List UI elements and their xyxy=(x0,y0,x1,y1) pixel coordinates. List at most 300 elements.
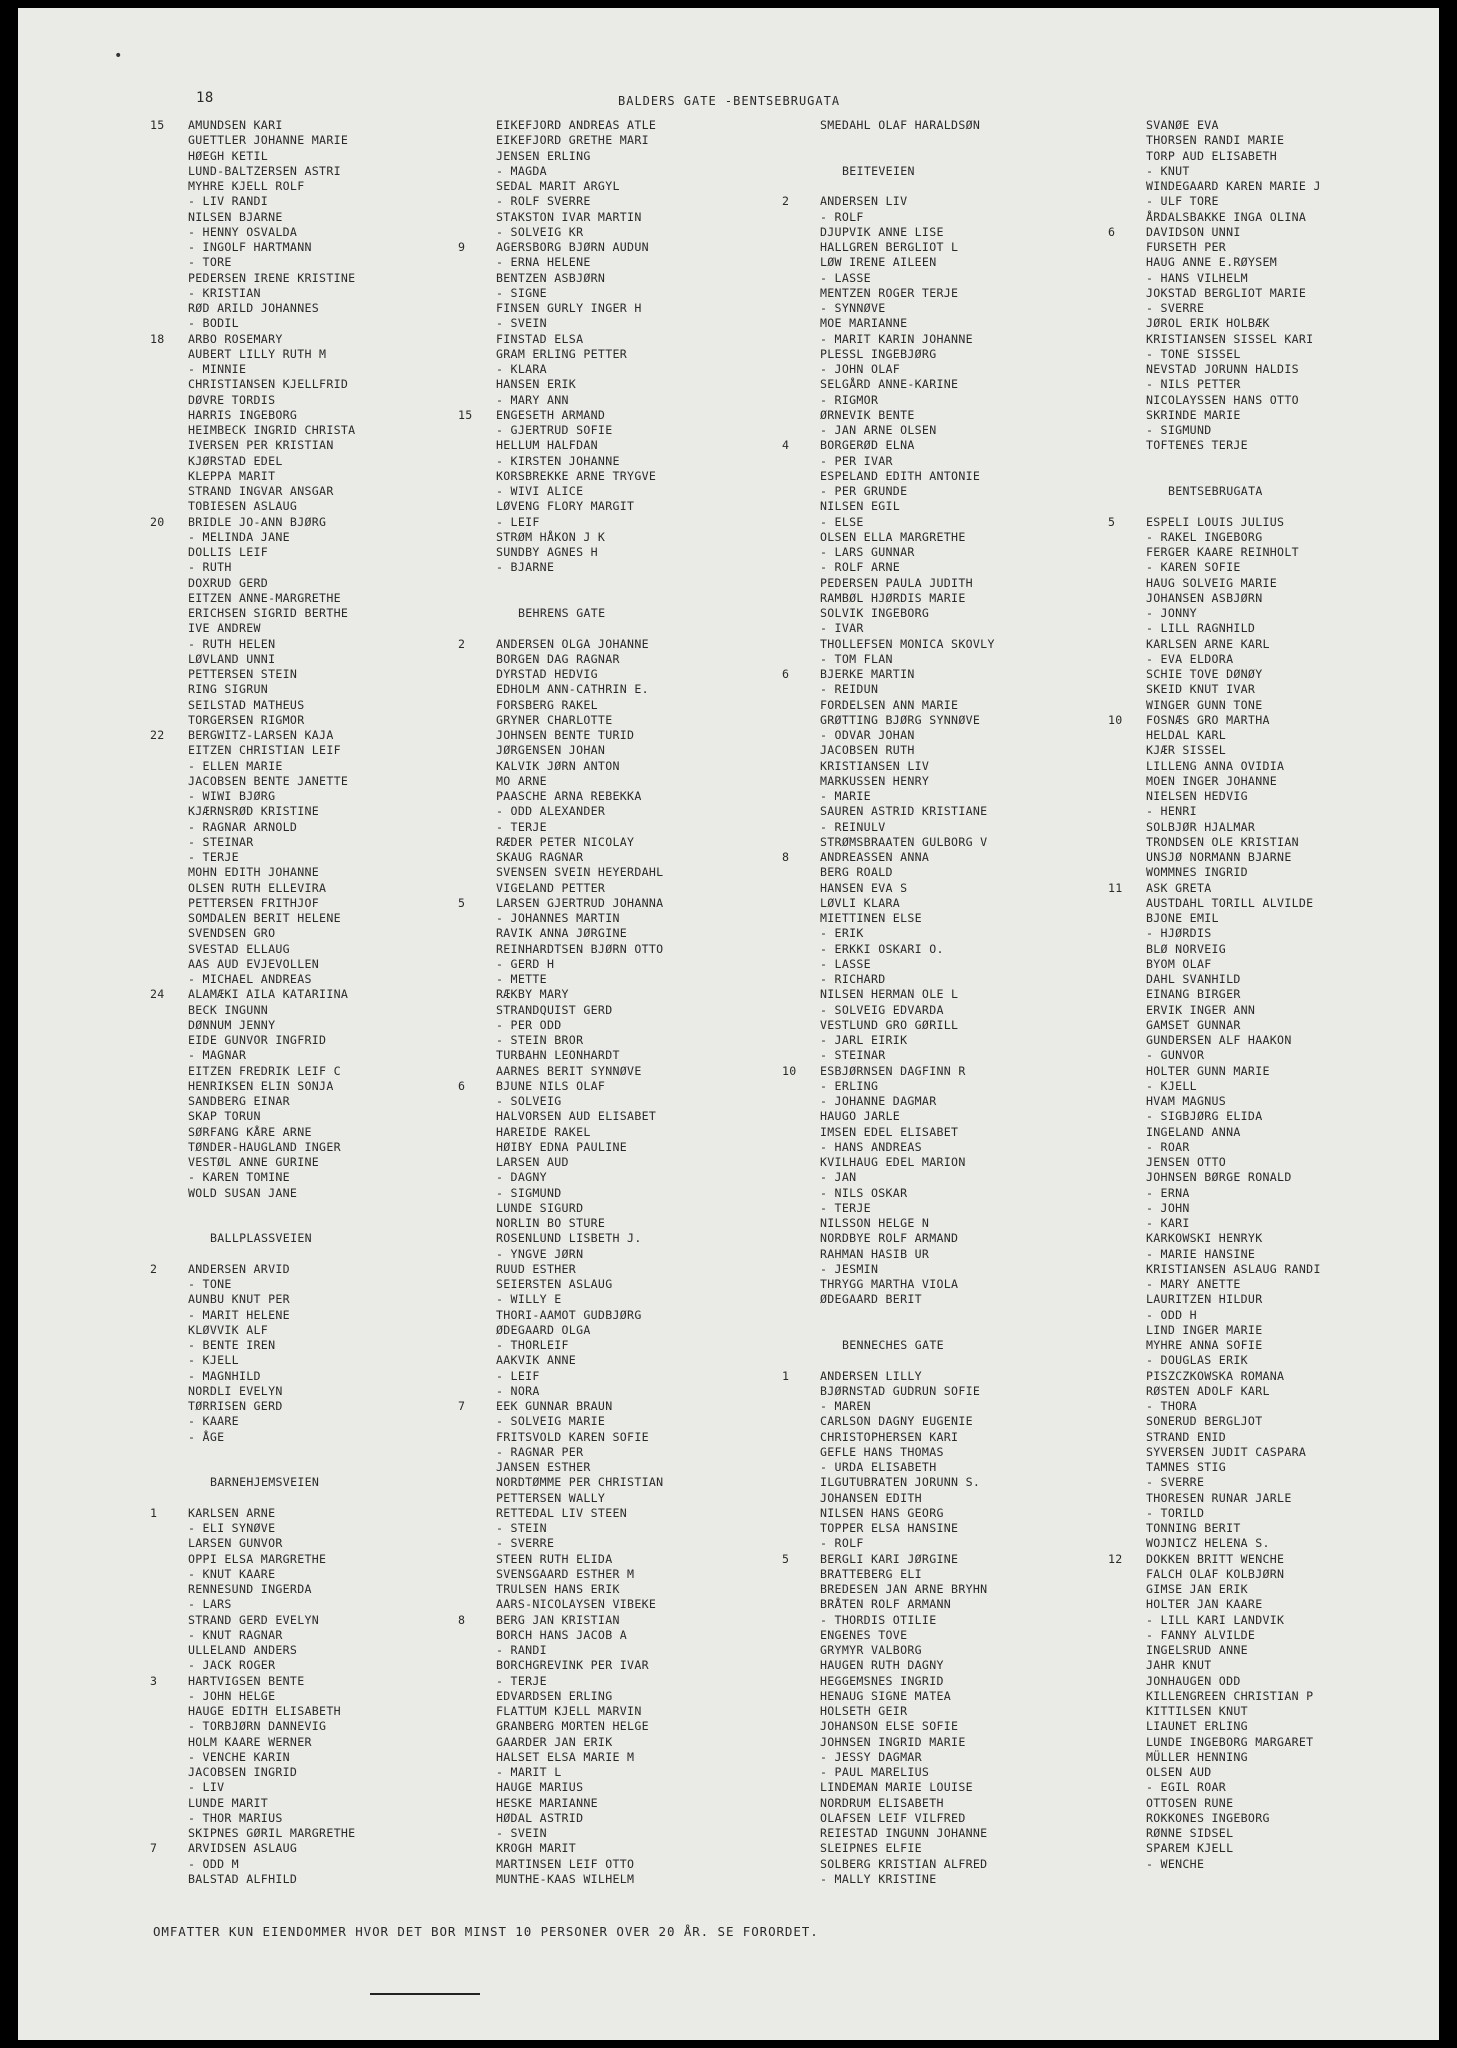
resident-entry xyxy=(782,606,1142,621)
resident-entry xyxy=(150,774,510,789)
resident-entry xyxy=(1108,1109,1439,1124)
resident-entry xyxy=(782,1292,1142,1307)
resident-name: - SVERRE xyxy=(496,1536,555,1551)
resident-entry xyxy=(782,1674,1142,1689)
resident-entry xyxy=(150,667,510,682)
resident-name: HØIBY EDNA PAULINE xyxy=(496,1139,628,1154)
resident-entry xyxy=(458,682,818,697)
resident-name: FRITSVOLD KAREN SOFIE xyxy=(496,1429,649,1444)
resident-name: IMSEN EDEL ELISABET xyxy=(820,1124,959,1139)
resident-entry xyxy=(782,881,1142,896)
resident-entry xyxy=(782,1841,1142,1856)
resident-entry xyxy=(458,1414,818,1429)
resident-name: EITZEN ANNE-MARGRETHE xyxy=(188,590,341,605)
resident-name: BORCHGREVINK PER IVAR xyxy=(496,1658,649,1673)
resident-entry xyxy=(150,972,510,987)
resident-entry xyxy=(150,530,510,545)
resident-entry xyxy=(150,881,510,896)
resident-name: - RAGNAR PER xyxy=(496,1444,584,1459)
blank-line xyxy=(1108,469,1439,484)
resident-entry xyxy=(782,698,1142,713)
resident-entry xyxy=(782,820,1142,835)
resident-entry xyxy=(1108,926,1439,941)
resident-entry xyxy=(782,1018,1142,1033)
resident-entry xyxy=(1108,1780,1439,1795)
resident-entry xyxy=(458,698,818,713)
resident-name: BLØ NORVEIG xyxy=(1146,941,1227,956)
resident-name: - RAGNAR ARNOLD xyxy=(188,819,298,834)
resident-entry xyxy=(458,545,818,560)
document-page xyxy=(18,8,1439,2040)
resident-entry xyxy=(458,1369,818,1384)
resident-entry xyxy=(458,1308,818,1323)
resident-name: KVILHAUG EDEL MARION xyxy=(820,1155,966,1169)
resident-entry xyxy=(458,347,818,362)
resident-name: OPPI ELSA MARGRETHE xyxy=(188,1551,327,1566)
resident-entry xyxy=(1108,774,1439,789)
resident-entry xyxy=(458,255,818,270)
resident-name: FORSBERG RAKEL xyxy=(496,697,598,712)
resident-entry xyxy=(150,606,510,621)
resident-entry xyxy=(150,1125,510,1140)
resident-entry xyxy=(150,316,510,331)
resident-name: LØVENG FLORY MARGIT xyxy=(496,499,635,514)
resident-entry xyxy=(1108,1567,1439,1582)
resident-name: CHRISTIANSEN KJELLFRID xyxy=(188,377,349,392)
resident-name: GAARDER JAN ERIK xyxy=(496,1734,613,1749)
resident-entry xyxy=(150,835,510,850)
resident-entry xyxy=(1108,1674,1439,1689)
resident-entry xyxy=(458,728,818,743)
resident-name: - SIGBJØRG ELIDA xyxy=(1146,1109,1263,1124)
resident-entry xyxy=(458,316,818,331)
resident-name: HAUGO JARLE xyxy=(820,1109,901,1124)
resident-name: BRATTEBERG ELI xyxy=(820,1566,922,1581)
resident-entry xyxy=(458,1689,818,1704)
resident-name: BERG JAN KRISTIAN xyxy=(496,1612,620,1627)
resident-name: HARRIS INGEBORG xyxy=(188,407,298,422)
resident-name: EDVARDSEN ERLING xyxy=(496,1688,613,1703)
resident-entry xyxy=(782,423,1142,438)
resident-name: GEFLE HANS THOMAS xyxy=(820,1444,944,1459)
resident-name: ENGESETH ARMAND xyxy=(496,407,606,422)
resident-name: ARVIDSEN ASLAUG xyxy=(188,1841,298,1856)
resident-entry xyxy=(150,301,510,316)
resident-entry xyxy=(458,1384,818,1399)
resident-name: - JOHN OLAF xyxy=(820,362,901,376)
resident-entry xyxy=(150,1765,510,1780)
resident-entry xyxy=(782,1613,1142,1628)
resident-entry xyxy=(150,896,510,911)
resident-entry xyxy=(782,1628,1142,1643)
resident-entry xyxy=(1108,316,1439,331)
resident-entry xyxy=(150,1430,510,1445)
resident-name: - HJØRDIS xyxy=(1146,926,1212,941)
resident-name: - TORILD xyxy=(1146,1505,1205,1520)
resident-name: - PER IVAR xyxy=(820,453,893,468)
house-number: 4 xyxy=(782,438,790,453)
resident-name: ERICHSEN SIGRID BERTHE xyxy=(188,606,349,620)
resident-name: - ERLING xyxy=(820,1078,879,1093)
resident-name: - BODIL xyxy=(188,316,239,331)
resident-entry xyxy=(458,1018,818,1033)
resident-name: LIND INGER MARIE xyxy=(1146,1322,1263,1337)
resident-entry xyxy=(1108,438,1439,453)
resident-name: SOLBERG KRISTIAN ALFRED xyxy=(820,1856,988,1871)
resident-entry xyxy=(1108,1125,1439,1140)
resident-name: - METTE xyxy=(496,972,547,986)
resident-entry xyxy=(1108,1857,1439,1872)
resident-entry xyxy=(782,1048,1142,1063)
resident-name: - LILL KARI LANDVIK xyxy=(1146,1612,1285,1627)
resident-name: - RICHARD xyxy=(820,972,886,986)
resident-entry xyxy=(782,1597,1142,1612)
resident-name: DJUPVIK ANNE LISE xyxy=(820,224,944,239)
resident-entry xyxy=(458,1445,818,1460)
resident-name: EITZEN CHRISTIAN LEIF xyxy=(188,743,341,758)
resident-entry xyxy=(1108,1262,1439,1277)
resident-entry xyxy=(150,1658,510,1673)
resident-entry xyxy=(782,728,1142,743)
resident-entry xyxy=(458,1125,818,1140)
resident-name: - REIDUN xyxy=(820,682,879,697)
resident-name: - THOR MARIUS xyxy=(188,1810,283,1825)
blank-line xyxy=(782,1308,1142,1323)
resident-entry xyxy=(782,1567,1142,1582)
resident-name: - REINULV xyxy=(820,819,886,834)
resident-name: SELGÅRD ANNE-KARINE xyxy=(820,377,959,392)
resident-entry xyxy=(458,1155,818,1170)
resident-entry xyxy=(782,1475,1142,1490)
resident-entry xyxy=(458,1277,818,1292)
resident-entry xyxy=(782,347,1142,362)
page-title: BALDERS GATE -BENTSEBRUGATA xyxy=(618,94,841,108)
resident-entry xyxy=(150,332,510,347)
resident-name: - MARY ANETTE xyxy=(1146,1277,1241,1291)
resident-entry xyxy=(1108,1323,1439,1338)
resident-name: ØDEGAARD OLGA xyxy=(496,1322,591,1337)
resident-name: - JAN xyxy=(820,1170,857,1185)
resident-entry xyxy=(150,1582,510,1597)
resident-name: SPAREM KJELL xyxy=(1146,1841,1234,1856)
resident-name: HOLSETH GEIR xyxy=(820,1704,908,1718)
resident-name: AARNES BERIT SYNNØVE xyxy=(496,1063,642,1078)
resident-name: NILSEN HERMAN OLE L xyxy=(820,987,959,1002)
resident-name: LUND-BALTZERSEN ASTRI xyxy=(188,163,341,178)
resident-entry xyxy=(1108,820,1439,835)
resident-name: - ELI SYNØVE xyxy=(188,1521,276,1535)
resident-entry xyxy=(150,1109,510,1124)
blank-line xyxy=(458,621,818,636)
resident-name: WOLD SUSAN JANE xyxy=(188,1185,298,1200)
resident-entry xyxy=(1108,1414,1439,1429)
resident-name: - MAREN xyxy=(820,1399,871,1413)
resident-name: - LEIF xyxy=(496,1368,540,1383)
resident-entry xyxy=(1108,652,1439,667)
resident-entry xyxy=(150,133,510,148)
resident-entry xyxy=(458,1430,818,1445)
resident-name: - FANNY ALVILDE xyxy=(1146,1627,1256,1642)
resident-entry xyxy=(458,1140,818,1155)
resident-name: - TORE xyxy=(188,255,232,270)
resident-entry xyxy=(458,1536,818,1551)
resident-entry xyxy=(782,194,1142,209)
resident-entry xyxy=(150,637,510,652)
resident-name: SKAUG RAGNAR xyxy=(496,850,584,864)
resident-name: - WILLY E xyxy=(496,1292,562,1307)
resident-name: WINGER GUNN TONE xyxy=(1146,697,1263,712)
resident-entry xyxy=(1108,393,1439,408)
resident-name: PEDERSEN IRENE KRISTINE xyxy=(188,270,356,285)
resident-entry xyxy=(782,1552,1142,1567)
resident-name: GUETTLER JOHANNE MARIE xyxy=(188,133,349,148)
resident-name: - KRISTIAN xyxy=(188,285,261,300)
resident-entry xyxy=(458,911,818,926)
resident-name: ROSENLUND LISBETH J. xyxy=(496,1231,642,1246)
resident-entry xyxy=(1108,164,1439,179)
resident-entry xyxy=(150,499,510,514)
resident-name: HOLM KAARE WERNER xyxy=(188,1734,312,1749)
resident-entry xyxy=(782,1262,1142,1277)
house-number: 7 xyxy=(150,1841,158,1856)
house-number: 10 xyxy=(782,1063,797,1078)
house-number: 6 xyxy=(458,1078,466,1093)
resident-name: FLATTUM KJELL MARVIN xyxy=(496,1704,642,1718)
resident-entry xyxy=(458,1613,818,1628)
resident-entry xyxy=(782,942,1142,957)
resident-entry xyxy=(458,1262,818,1277)
resident-entry xyxy=(458,804,818,819)
resident-name: EIDE GUNVOR INGFRID xyxy=(188,1033,327,1047)
resident-name: - MAGNHILD xyxy=(188,1368,261,1383)
resident-entry xyxy=(782,1216,1142,1231)
blank-line xyxy=(782,1323,1142,1338)
resident-name: - LARS GUNNAR xyxy=(820,545,915,559)
resident-name: ANDERSEN OLGA JOHANNE xyxy=(496,636,649,651)
resident-entry xyxy=(1108,118,1439,133)
resident-name: - KIRSTEN JOHANNE xyxy=(496,453,620,468)
resident-name: ILGUTUBRATEN JORUNN S. xyxy=(820,1475,981,1490)
resident-entry xyxy=(1108,225,1439,240)
street-heading xyxy=(782,1338,1142,1353)
resident-entry xyxy=(150,1521,510,1536)
resident-entry xyxy=(782,1445,1142,1460)
resident-entry xyxy=(1108,1658,1439,1673)
resident-entry xyxy=(782,1064,1142,1079)
resident-entry xyxy=(458,286,818,301)
house-number: 24 xyxy=(150,987,165,1002)
resident-entry xyxy=(782,515,1142,530)
resident-entry xyxy=(782,1689,1142,1704)
resident-entry xyxy=(782,1430,1142,1445)
resident-name: PEDERSEN PAULA JUDITH xyxy=(820,575,973,590)
resident-name: SVENDSEN GRO xyxy=(188,926,276,941)
resident-name: WOMMNES INGRID xyxy=(1146,865,1248,880)
resident-entry xyxy=(150,759,510,774)
resident-entry xyxy=(458,1780,818,1795)
resident-name: LØVLI KLARA xyxy=(820,895,901,910)
blank-line xyxy=(458,576,818,591)
resident-name: DAVIDSON UNNI xyxy=(1146,224,1241,239)
resident-name: - ROAR xyxy=(1146,1139,1190,1154)
resident-name: HEIMBECK INGRID CHRISTA xyxy=(188,423,356,437)
resident-name: HALSET ELSA MARIE M xyxy=(496,1749,635,1764)
resident-name: JØRGENSEN JOHAN xyxy=(496,743,606,758)
resident-name: JACOBSEN BENTE JANETTE xyxy=(188,773,349,788)
resident-name: - JOHANNES MARTIN xyxy=(496,911,620,925)
house-number: 20 xyxy=(150,514,165,529)
resident-entry xyxy=(1108,865,1439,880)
resident-name: KARLSEN ARNE xyxy=(188,1505,276,1520)
resident-name: LØVLAND UNNI xyxy=(188,651,276,666)
resident-name: - LILL RAGNHILD xyxy=(1146,621,1256,636)
street-heading xyxy=(150,1231,510,1246)
resident-name: - SVERRE xyxy=(1146,1475,1205,1490)
resident-entry xyxy=(1108,1018,1439,1033)
resident-name: MARKUSSEN HENRY xyxy=(820,773,930,788)
resident-entry xyxy=(782,1186,1142,1201)
resident-name: TØRRISEN GERD xyxy=(188,1399,283,1413)
blank-line xyxy=(1108,499,1439,514)
resident-entry xyxy=(458,1094,818,1109)
resident-entry xyxy=(458,469,818,484)
resident-entry xyxy=(1108,621,1439,636)
resident-name: GAMSET GUNNAR xyxy=(1146,1017,1241,1032)
resident-entry xyxy=(1108,179,1439,194)
resident-name: JACOBSEN INGRID xyxy=(188,1765,298,1779)
resident-name: NEVSTAD JORUNN HALDIS xyxy=(1146,362,1299,376)
resident-name: MOE MARIANNE xyxy=(820,316,908,331)
resident-entry xyxy=(150,911,510,926)
resident-entry xyxy=(458,1399,818,1414)
resident-entry xyxy=(782,682,1142,697)
resident-name: DYRSTAD HEDVIG xyxy=(496,667,598,681)
resident-name: - ERKKI OSKARI O. xyxy=(820,941,944,956)
resident-name: BERGWITZ-LARSEN KAJA xyxy=(188,728,334,742)
blank-line xyxy=(1108,454,1439,469)
resident-entry xyxy=(458,881,818,896)
resident-name: TONNING BERIT xyxy=(1146,1521,1241,1535)
resident-entry xyxy=(150,179,510,194)
resident-entry xyxy=(150,423,510,438)
resident-entry xyxy=(458,820,818,835)
resident-entry xyxy=(150,1811,510,1826)
resident-entry xyxy=(1108,1384,1439,1399)
resident-name: TAMNES STIG xyxy=(1146,1460,1227,1474)
resident-name: - GERD H xyxy=(496,956,555,971)
blank-line xyxy=(150,1201,510,1216)
resident-name: JOKSTAD BERGLIOT MARIE xyxy=(1146,285,1307,300)
resident-entry xyxy=(458,1826,818,1841)
resident-name: NORDRUM ELISABETH xyxy=(820,1795,944,1810)
resident-entry xyxy=(782,1399,1142,1414)
resident-name: HØEGH KETIL xyxy=(188,148,269,163)
resident-name: STAKSTON IVAR MARTIN xyxy=(496,209,642,224)
resident-name: ØDEGAARD BERIT xyxy=(820,1292,922,1307)
resident-entry xyxy=(458,1292,818,1307)
resident-name: FERGER KAARE REINHOLT xyxy=(1146,545,1299,559)
resident-entry xyxy=(458,667,818,682)
resident-entry xyxy=(782,225,1142,240)
resident-name: SØRFANG KÅRE ARNE xyxy=(188,1124,312,1139)
resident-name: NILSEN BJARNE xyxy=(188,209,283,224)
resident-name: - EVA ELDORA xyxy=(1146,651,1234,666)
resident-name: RUUD ESTHER xyxy=(496,1261,577,1276)
resident-entry xyxy=(458,1841,818,1856)
resident-entry xyxy=(1108,271,1439,286)
resident-name: - SOLVEIG KR xyxy=(496,224,584,239)
resident-name: RÆDER PETER NICOLAY xyxy=(496,834,635,849)
resident-name: HAUGE MARIUS xyxy=(496,1780,584,1795)
resident-name: STRAND GERD EVELYN xyxy=(188,1612,320,1627)
resident-name: DØVRE TORDIS xyxy=(188,392,276,407)
resident-name: RØNNE SIDSEL xyxy=(1146,1826,1234,1840)
resident-entry xyxy=(1108,1231,1439,1246)
resident-name: GIMSE JAN ERIK xyxy=(1146,1582,1248,1596)
house-number: 1 xyxy=(782,1368,790,1383)
resident-entry xyxy=(458,530,818,545)
resident-entry xyxy=(150,1414,510,1429)
resident-name: - PER GRUNDE xyxy=(820,484,908,498)
resident-name: - ERNA xyxy=(1146,1185,1190,1200)
resident-entry xyxy=(782,560,1142,575)
resident-entry xyxy=(458,1597,818,1612)
resident-entry xyxy=(150,1780,510,1795)
resident-entry xyxy=(458,1750,818,1765)
resident-entry xyxy=(458,560,818,575)
resident-name: - EGIL ROAR xyxy=(1146,1780,1227,1795)
resident-name: ESPELAND EDITH ANTONIE xyxy=(820,468,981,483)
resident-entry xyxy=(782,835,1142,850)
resident-name: - ODVAR JOHAN xyxy=(820,728,915,742)
resident-entry xyxy=(150,545,510,560)
resident-name: - WENCHE xyxy=(1146,1856,1205,1871)
resident-entry xyxy=(150,1399,510,1414)
resident-name: LINDEMAN MARIE LOUISE xyxy=(820,1780,973,1795)
resident-name: - MELINDA JANE xyxy=(188,529,290,544)
resident-entry xyxy=(150,1048,510,1063)
resident-name: HENRIKSEN ELIN SONJA xyxy=(188,1078,334,1093)
resident-entry xyxy=(1108,713,1439,728)
street-name: BENNECHES GATE xyxy=(842,1338,944,1352)
resident-entry xyxy=(150,743,510,758)
resident-entry xyxy=(782,774,1142,789)
resident-name: - JOHANNE DAGMAR xyxy=(820,1094,937,1108)
resident-name: - ERNA HELENE xyxy=(496,255,591,270)
resident-entry xyxy=(1108,1491,1439,1506)
resident-entry xyxy=(458,1033,818,1048)
house-number: 5 xyxy=(782,1551,790,1566)
resident-entry xyxy=(1108,850,1439,865)
street-name: BENTSEBRUGATA xyxy=(1168,484,1263,498)
resident-entry xyxy=(458,1628,818,1643)
footnote: OMFATTER KUN EIENDOMMER HVOR DET BOR MINST 10 PERSONER OVER 20 ÅR. SE FORORDET. xyxy=(153,1924,819,1939)
resident-name: MYHRE KJELL ROLF xyxy=(188,179,305,193)
resident-entry xyxy=(458,1064,818,1079)
resident-name: - KJELL xyxy=(1146,1078,1197,1093)
resident-entry xyxy=(458,210,818,225)
resident-name: - SOLVEIG EDVARDA xyxy=(820,1002,944,1017)
resident-entry xyxy=(1108,789,1439,804)
resident-entry xyxy=(782,1643,1142,1658)
resident-name: - JARL EIRIK xyxy=(820,1033,908,1047)
resident-name: - TONE SISSEL xyxy=(1146,346,1241,361)
resident-name: NIELSEN HEDVIG xyxy=(1146,789,1248,803)
resident-name: - VENCHE KARIN xyxy=(188,1749,290,1764)
resident-name: SONERUD BERGLJOT xyxy=(1146,1414,1263,1429)
resident-entry xyxy=(150,1552,510,1567)
resident-name: - JACK ROGER xyxy=(188,1658,276,1673)
